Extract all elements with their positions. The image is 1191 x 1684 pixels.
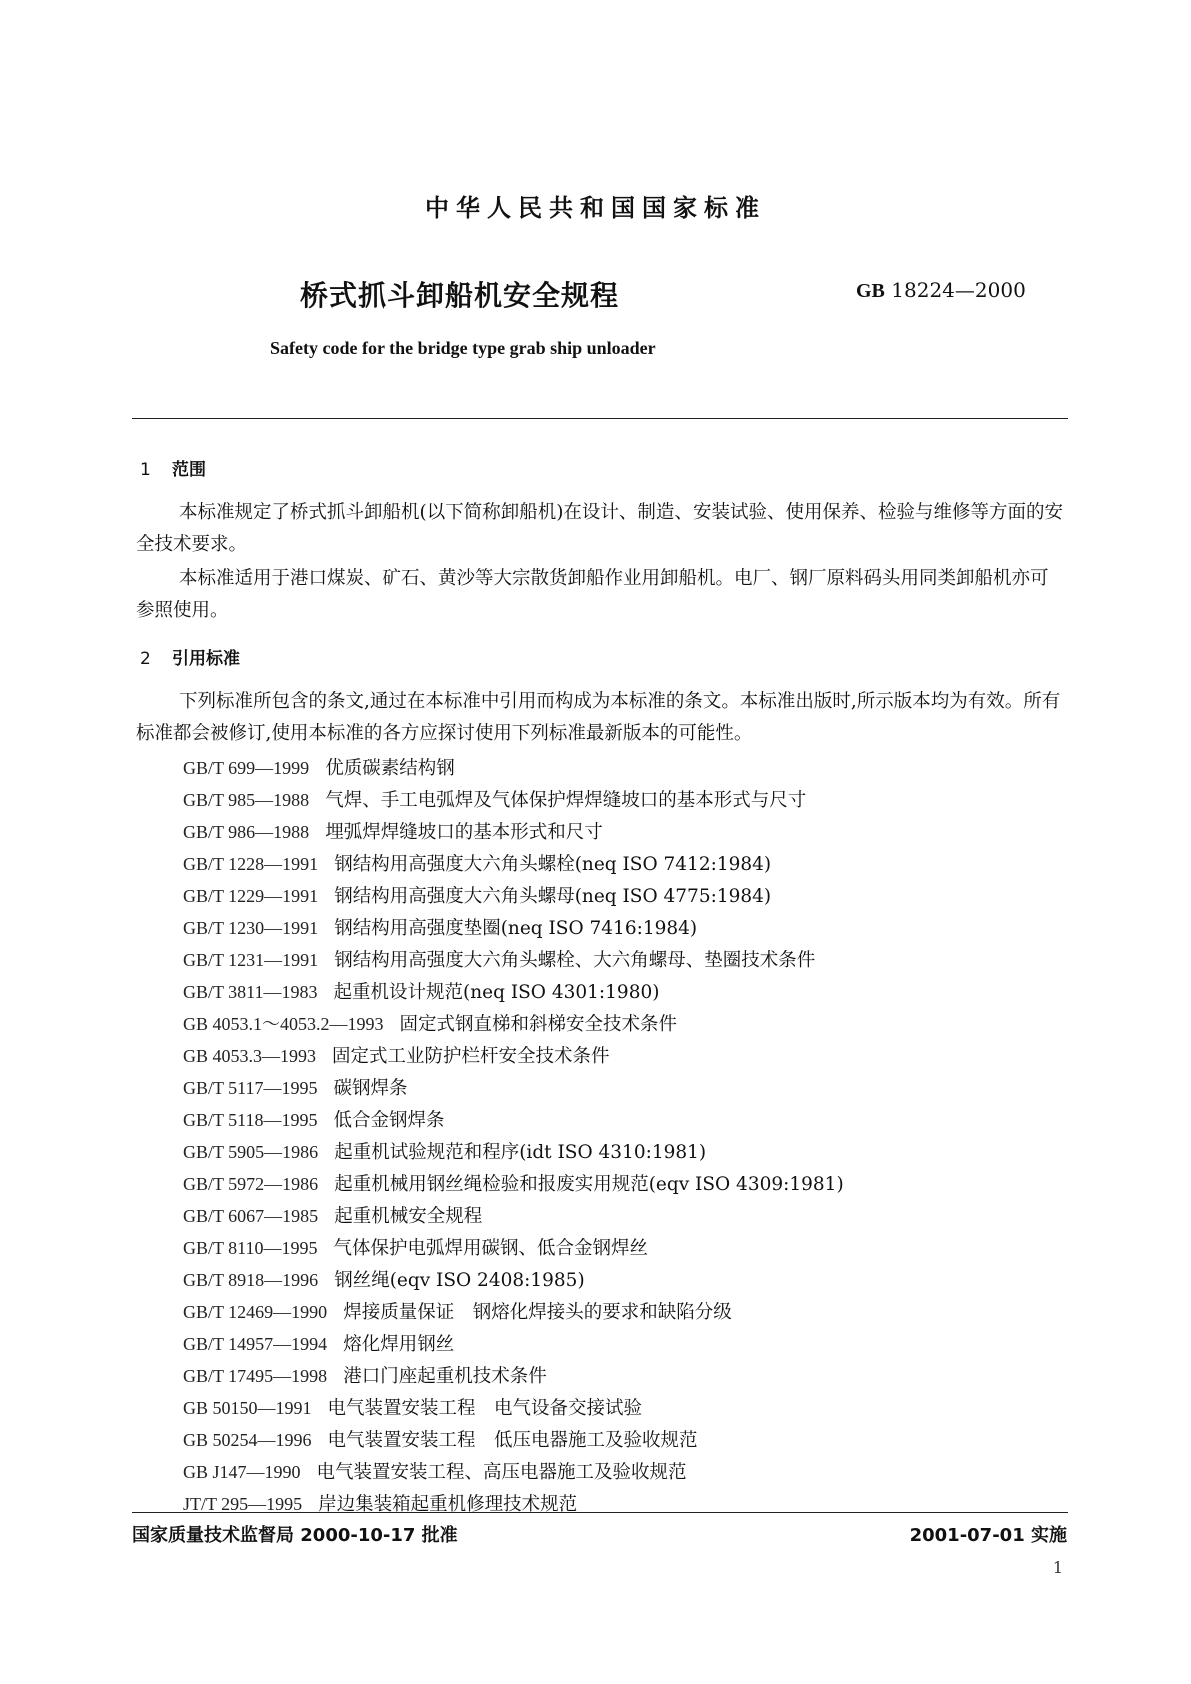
footer-divider <box>132 1512 1068 1513</box>
reference-title: 钢结构用高强度大六角头螺母(neq ISO 4775:1984) <box>334 886 772 907</box>
reference-title: 岸边集装箱起重机修理技术规范 <box>318 1494 578 1515</box>
reference-item <box>183 1296 844 1328</box>
reference-title: 钢结构用高强度垫圈(neq ISO 7416:1984) <box>334 918 698 939</box>
reference-code: GB 50254—1996 <box>183 1430 312 1450</box>
reference-title: 起重机试验规范和程序(idt ISO 4310:1981) <box>334 1142 707 1163</box>
effective-date: 2001-07-01 实施 <box>909 1525 1067 1546</box>
reference-list <box>183 752 844 1520</box>
reference-code: GB 4053.1～4053.2—1993 <box>183 1014 384 1034</box>
reference-item <box>183 912 844 944</box>
national-standard-heading: 中华人民共和国国家标准 <box>425 194 766 222</box>
reference-item <box>183 752 844 784</box>
scope-paragraph-1: 本标准规定了桥式抓斗卸船机(以下简称卸船机)在设计、制造、安装试验、使用保养、检验与维修等方面的安全技术要求。 <box>136 502 1063 555</box>
section-number: 2 <box>140 649 151 669</box>
reference-item <box>183 1136 844 1168</box>
reference-title: 港口门座起重机技术条件 <box>343 1366 547 1387</box>
reference-code: GB/T 1231—1991 <box>183 950 319 970</box>
reference-code: GB J147—1990 <box>183 1462 301 1482</box>
standard-prefix: GB <box>856 280 885 302</box>
section-scope-heading <box>140 455 206 480</box>
reference-item <box>183 1360 844 1392</box>
reference-code: GB/T 5972—1986 <box>183 1174 319 1194</box>
reference-title: 焊接质量保证 钢熔化焊接头的要求和缺陷分级 <box>343 1302 732 1323</box>
page-number: 1 <box>1052 1558 1063 1577</box>
reference-title: 优质碳素结构钢 <box>325 758 455 779</box>
reference-title: 熔化焊用钢丝 <box>343 1334 455 1355</box>
reference-title: 起重机械安全规程 <box>334 1206 483 1227</box>
header-divider <box>132 418 1068 419</box>
reference-code: GB/T 14957—1994 <box>183 1334 328 1354</box>
reference-item <box>183 1488 844 1520</box>
reference-item <box>183 1104 844 1136</box>
reference-code: GB/T 17495—1998 <box>183 1366 328 1386</box>
reference-code: GB/T 5117—1995 <box>183 1078 318 1098</box>
reference-item <box>183 1392 844 1424</box>
reference-item <box>183 1328 844 1360</box>
reference-item <box>183 848 844 880</box>
reference-title: 碳钢焊条 <box>333 1078 408 1099</box>
standard-number <box>856 278 1026 303</box>
reference-code: GB/T 985—1988 <box>183 790 310 810</box>
reference-code: GB/T 8918—1996 <box>183 1270 319 1290</box>
reference-item <box>183 1072 844 1104</box>
reference-item <box>183 1232 844 1264</box>
reference-item <box>183 1008 844 1040</box>
reference-item <box>183 816 844 848</box>
scope-paragraph-2: 本标准适用于港口煤炭、矿石、黄沙等大宗散货卸船作业用卸船机。电厂、钢厂原料码头用同类卸船机亦可参照使用。 <box>136 568 1049 621</box>
reference-title: 固定式工业防护栏杆安全技术条件 <box>332 1046 610 1067</box>
reference-code: GB/T 6067—1985 <box>183 1206 319 1226</box>
section-title: 范围 <box>172 460 206 480</box>
reference-item <box>183 1200 844 1232</box>
reference-title: 气体保护电弧焊用碳钢、低合金钢焊丝 <box>333 1238 649 1259</box>
reference-item <box>183 1424 844 1456</box>
reference-code: GB/T 986—1988 <box>183 822 310 842</box>
english-title: Safety code for the bridge type grab ship unloader <box>270 338 656 358</box>
section-number: 1 <box>140 460 151 480</box>
references-intro: 下列标准所包含的条文,通过在本标准中引用而构成为本标准的条文。本标准出版时,所示版本均为有效。所有标准都会被修订,使用本标准的各方应探讨使用下列标准最新版本的可能性。 <box>136 691 1061 744</box>
reference-title: 电气装置安装工程、高压电器施工及验收规范 <box>316 1462 687 1483</box>
reference-title: 钢丝绳(eqv ISO 2408:1985) <box>334 1270 585 1291</box>
reference-code: GB/T 8110—1995 <box>183 1238 318 1258</box>
reference-item <box>183 1168 844 1200</box>
reference-item <box>183 1456 844 1488</box>
standard-number-value: 18224—2000 <box>891 278 1026 302</box>
reference-item <box>183 784 844 816</box>
reference-item <box>183 880 844 912</box>
reference-code: GB/T 3811—1983 <box>183 982 318 1002</box>
reference-code: GB/T 699—1999 <box>183 758 310 778</box>
reference-title: 固定式钢直梯和斜梯安全技术条件 <box>399 1014 678 1035</box>
reference-title: 钢结构用高强度大六角头螺栓、大六角螺母、垫圈技术条件 <box>334 950 816 971</box>
document-title: 桥式抓斗卸船机安全规程 <box>300 279 620 312</box>
reference-title: 低合金钢焊条 <box>333 1110 445 1131</box>
reference-item <box>183 976 844 1008</box>
reference-title: 电气装置安装工程 电气设备交接试验 <box>327 1398 643 1419</box>
reference-code: GB/T 1229—1991 <box>183 886 319 906</box>
reference-title: 起重机设计规范(neq ISO 4301:1980) <box>333 982 660 1003</box>
section-title: 引用标准 <box>172 649 240 669</box>
reference-item <box>183 944 844 976</box>
reference-code: GB 4053.3—1993 <box>183 1046 317 1066</box>
reference-title: 气焊、手工电弧焊及气体保护焊焊缝坡口的基本形式与尺寸 <box>325 790 807 811</box>
reference-item <box>183 1040 844 1072</box>
reference-title: 钢结构用高强度大六角头螺栓(neq ISO 7412:1984) <box>334 854 772 875</box>
reference-code: JT/T 295—1995 <box>183 1494 303 1514</box>
reference-code: GB/T 5905—1986 <box>183 1142 319 1162</box>
reference-code: GB/T 1228—1991 <box>183 854 319 874</box>
reference-code: GB/T 12469—1990 <box>183 1302 328 1322</box>
reference-title: 电气装置安装工程 低压电器施工及验收规范 <box>327 1430 698 1451</box>
reference-code: GB/T 5118—1995 <box>183 1110 318 1130</box>
reference-item <box>183 1264 844 1296</box>
reference-title: 起重机械用钢丝绳检验和报废实用规范(eqv ISO 4309:1981) <box>334 1174 844 1195</box>
section-references-heading <box>140 644 240 669</box>
reference-code: GB 50150—1991 <box>183 1398 312 1418</box>
reference-title: 埋弧焊焊缝坡口的基本形式和尺寸 <box>325 822 603 843</box>
reference-code: GB/T 1230—1991 <box>183 918 319 938</box>
approval-date: 国家质量技术监督局 2000-10-17 批准 <box>132 1525 458 1546</box>
